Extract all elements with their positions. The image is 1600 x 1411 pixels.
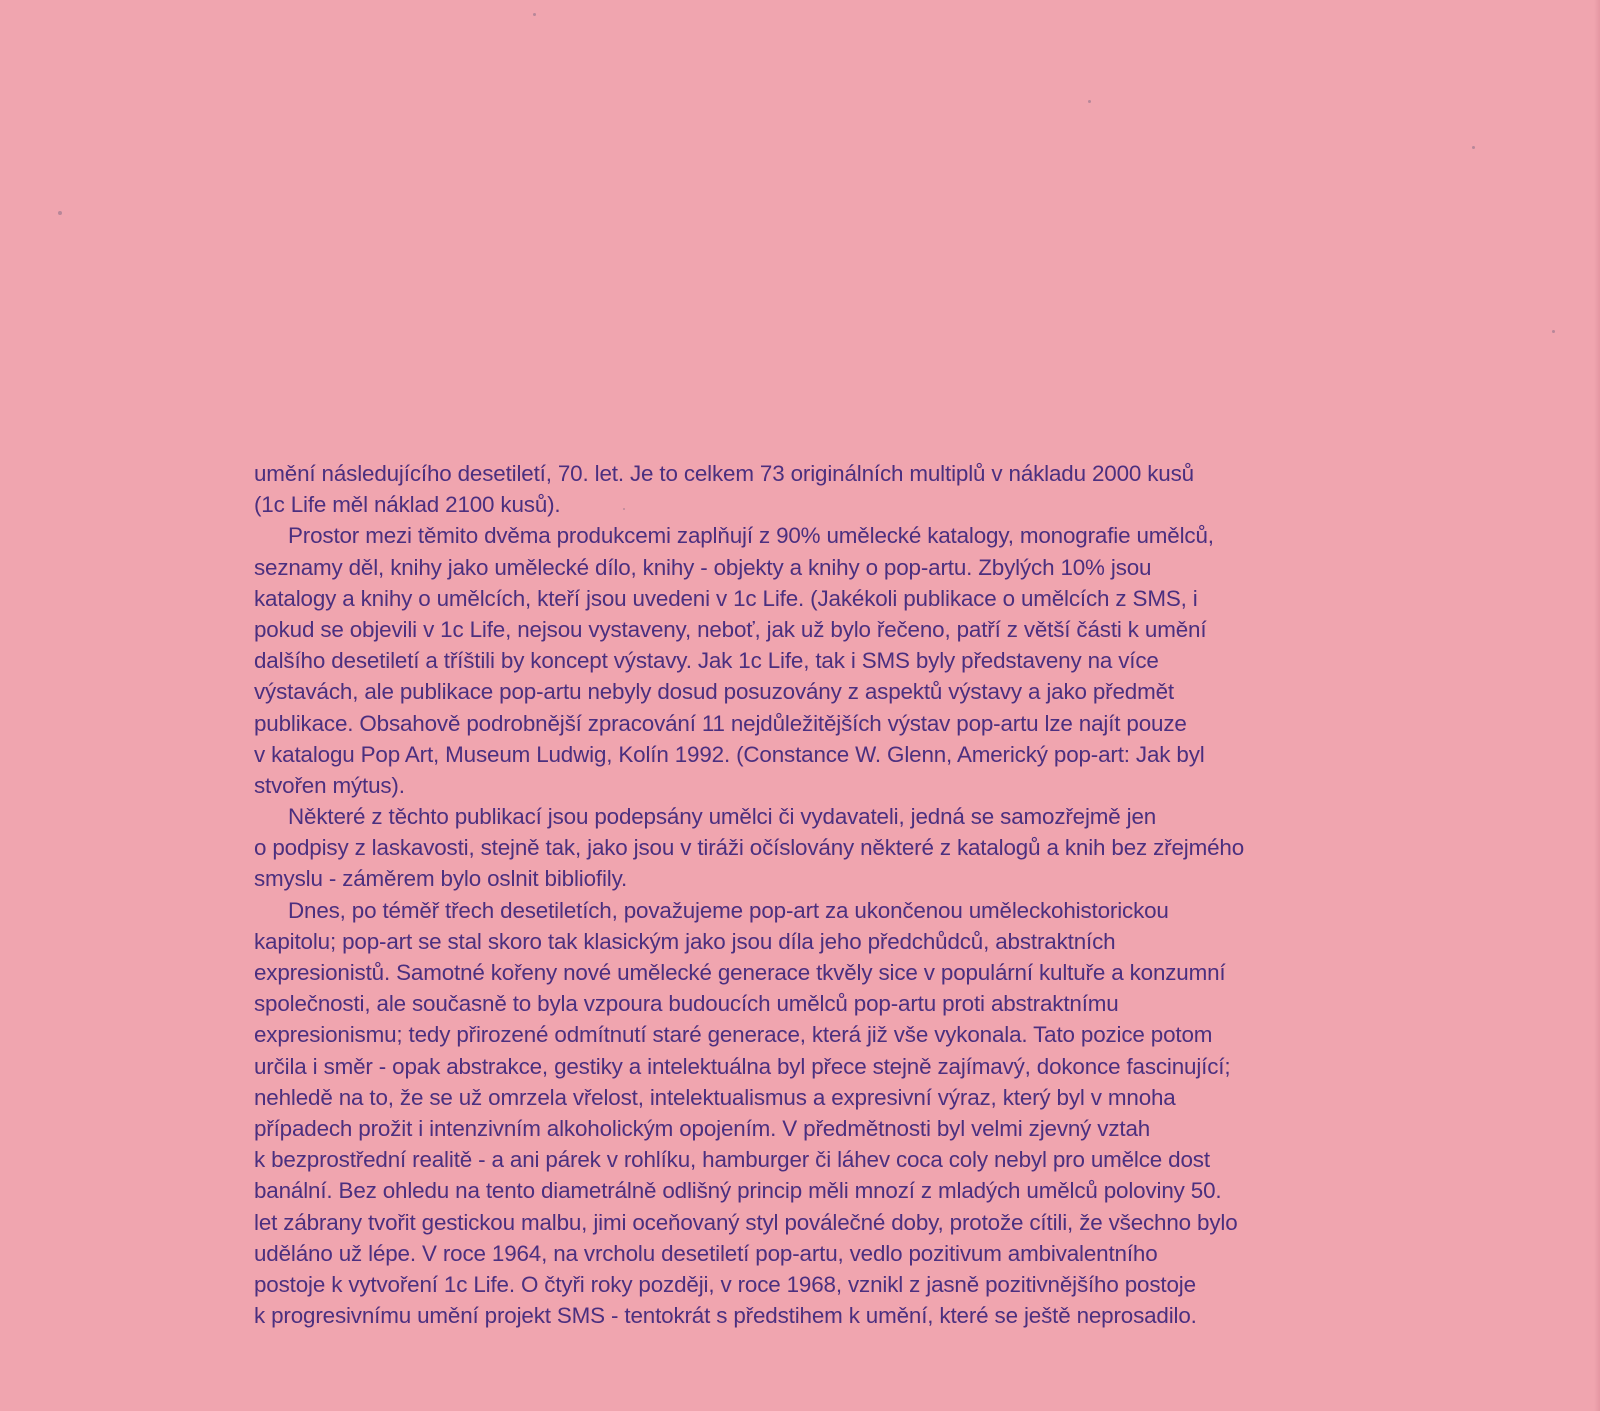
text-line: dalšího desetiletí a tříštili by koncept výstavy. Jak 1c Life, tak i SMS byly představeny na více <box>254 648 1159 674</box>
text-line: postoje k vytvoření 1c Life. O čtyři roky později, v roce 1968, vznikl z jasně pozitivnějšího postoje <box>254 1271 1196 1297</box>
page-edge-shadow <box>1594 0 1600 1411</box>
text-line: Některé z těchto publikací jsou podepsány umělci či vydavateli, jedná se samozřejmě jen <box>288 804 1157 830</box>
text-line: publikace. Obsahově podrobnější zpracování 11 nejdůležitějších výstav pop-artu lze najít pouze <box>254 710 1187 736</box>
text-line: nehledě na to, že se už omrzela vřelost, intelektualismus a expresivní výraz, který byl v mnoha <box>254 1084 1176 1110</box>
text-line: seznamy děl, knihy jako umělecké dílo, knihy - objekty a knihy o pop-artu. Zbylých 10% jsou <box>254 554 1152 580</box>
text-line: v katalogu Pop Art, Museum Ludwig, Kolín 1992. (Constance W. Glenn, Americký pop-art: Jak byl <box>254 741 1205 767</box>
paper-speck <box>1552 330 1555 333</box>
text-line: katalogy a knihy o umělcích, kteří jsou uvedeni v 1c Life. (Jakékoli publikace o umělcích z SMS, i <box>254 585 1198 611</box>
text-line: k progresivnímu umění projekt SMS - tentokrát s předstihem k umění, které se ještě neprosadilo. <box>254 1303 1197 1329</box>
text-line: Prostor mezi těmito dvěma produkcemi zaplňují z 90% umělecké katalogy, monografie umělců, <box>288 523 1214 549</box>
paragraph <box>254 895 1414 1332</box>
text-line: umění následujícího desetiletí, 70. let. Je to celkem 73 originálních multiplů v nákladu 2000 kusů <box>254 461 1194 486</box>
text-line: výstavách, ale publikace pop-artu nebyly dosud posuzovány z aspektů výstavy a jako předmět <box>254 679 1174 705</box>
text-line: případech prožit i intenzivním alkoholickým opojením. V předmětnosti byl velmi zjevný vztah <box>254 1115 1151 1141</box>
text-line: společnosti, ale současně to byla vzpoura budoucích umělců pop-artu proti abstraktnímu <box>254 991 1119 1017</box>
paragraph <box>254 801 1414 895</box>
text-line: pokud se objevili v 1c Life, nejsou vystaveny, neboť, jak už bylo řečeno, patří z větší části k umění <box>254 616 1207 642</box>
body-text <box>254 458 1414 1331</box>
paragraph <box>254 520 1414 801</box>
paper-speck <box>533 13 536 16</box>
text-line: expresionistů. Samotné kořeny nové umělecké generace tkvěly sice v populární kultuře a konzumní <box>254 960 1226 985</box>
text-line: k bezprostřední realitě - a ani párek v rohlíku, hamburger či láhev coca coly nebyl pro umělce dost <box>254 1147 1210 1173</box>
text-line: banální. Bez ohledu na tento diametrálně odlišný princip měli mnozí z mladých umělců poloviny 50. <box>254 1178 1222 1204</box>
paragraph <box>254 458 1414 520</box>
paper-speck <box>1088 100 1091 103</box>
text-line: o podpisy z laskavosti, stejně tak, jako jsou v tiráži očíslovány některé z katalogů a knih bez zřejmého <box>254 835 1245 861</box>
text-line: let zábrany tvořit gestickou malbu, jimi oceňovaný styl poválečné doby, protože cítili, že všechno bylo <box>254 1209 1238 1235</box>
text-line: určila i směr - opak abstrakce, gestiky a intelektuálna byl přece stejně zajímavý, dokonce fascinující; <box>254 1053 1231 1079</box>
text-line: (1c Life měl náklad 2100 kusů). <box>254 492 561 518</box>
text-line: expresionismu; tedy přirozené odmítnutí staré generace, která již vše vykonala. Tato pozice potom <box>254 1022 1213 1048</box>
paper-speck <box>1472 146 1475 149</box>
text-line: smyslu - záměrem bylo oslnit bibliofily. <box>254 866 628 892</box>
text-line: stvořen mýtus). <box>254 772 405 798</box>
paper-speck <box>58 211 62 215</box>
text-line: uděláno už lépe. V roce 1964, na vrcholu desetiletí pop-artu, vedlo pozitivum ambivalentního <box>254 1240 1158 1266</box>
text-line: Dnes, po téměř třech desetiletích, považujeme pop-art za ukončenou uměleckohistorickou <box>288 897 1169 923</box>
text-line: kapitolu; pop-art se stal skoro tak klasickým jako jsou díla jeho předchůdců, abstraktních <box>254 928 1116 954</box>
